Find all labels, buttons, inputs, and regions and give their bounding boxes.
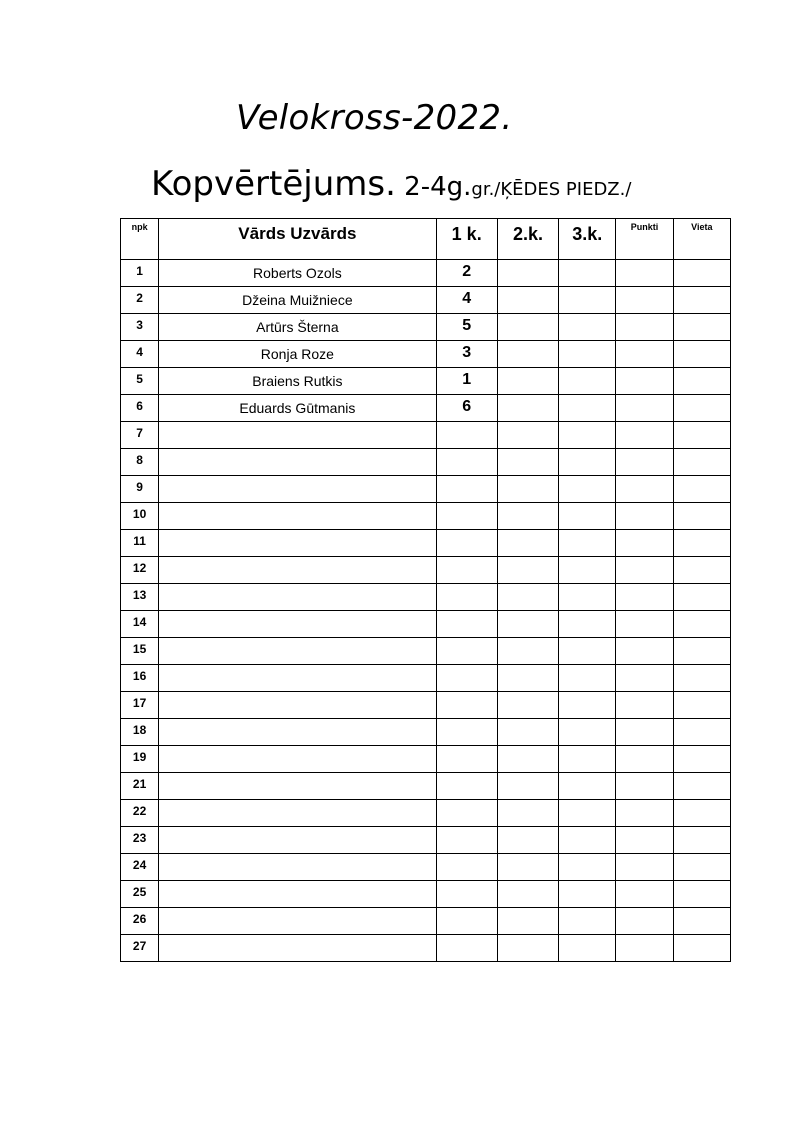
row-round-3	[559, 665, 616, 692]
subtitle-category: gr./ĶĒDES PIEDZ./	[471, 179, 632, 200]
table-row	[121, 908, 731, 935]
row-place	[673, 395, 730, 422]
header-points: Punkti	[616, 219, 673, 260]
row-name	[159, 476, 436, 503]
row-npk: 8	[121, 449, 159, 476]
row-place	[673, 557, 730, 584]
row-name	[159, 611, 436, 638]
row-round-3	[559, 827, 616, 854]
table-row	[121, 773, 731, 800]
row-place	[673, 827, 730, 854]
row-round-3	[559, 719, 616, 746]
row-points	[616, 368, 673, 395]
row-round-3	[559, 314, 616, 341]
row-npk: 15	[121, 638, 159, 665]
row-npk: 25	[121, 881, 159, 908]
row-round-2	[497, 341, 558, 368]
row-place	[673, 287, 730, 314]
row-place	[673, 611, 730, 638]
row-round-1	[436, 854, 497, 881]
row-npk: 9	[121, 476, 159, 503]
row-round-1	[436, 935, 497, 962]
table-row	[121, 287, 731, 314]
header-round-1: 1 k.	[436, 219, 497, 260]
document-subtitle	[151, 164, 631, 204]
row-round-2	[497, 530, 558, 557]
row-round-3	[559, 395, 616, 422]
row-round-1	[436, 449, 497, 476]
row-round-2	[497, 503, 558, 530]
row-round-3	[559, 692, 616, 719]
row-npk: 27	[121, 935, 159, 962]
row-name	[159, 854, 436, 881]
row-round-2	[497, 773, 558, 800]
row-name	[159, 449, 436, 476]
row-round-1: 5	[436, 314, 497, 341]
row-name	[159, 530, 436, 557]
row-round-1: 4	[436, 287, 497, 314]
row-npk: 18	[121, 719, 159, 746]
header-round-2: 2.k.	[497, 219, 558, 260]
row-name: Braiens Rutkis	[159, 368, 436, 395]
row-name: Ronja Roze	[159, 341, 436, 368]
table-header-row	[121, 219, 731, 260]
row-round-1	[436, 908, 497, 935]
row-name	[159, 935, 436, 962]
row-round-1	[436, 773, 497, 800]
row-name	[159, 908, 436, 935]
row-npk: 6	[121, 395, 159, 422]
row-round-2	[497, 800, 558, 827]
row-npk: 26	[121, 908, 159, 935]
row-round-2	[497, 260, 558, 287]
row-npk: 22	[121, 800, 159, 827]
header-npk: npk	[121, 219, 159, 260]
row-points	[616, 422, 673, 449]
subtitle-main: Kopvērtējums.	[151, 164, 396, 204]
table-row	[121, 476, 731, 503]
table-row	[121, 314, 731, 341]
row-place	[673, 935, 730, 962]
document-title: Velokross-2022.	[236, 98, 513, 138]
row-place	[673, 719, 730, 746]
table-row	[121, 449, 731, 476]
subtitle-age-group: 2-4g.	[395, 172, 472, 202]
row-round-2	[497, 314, 558, 341]
row-npk: 24	[121, 854, 159, 881]
row-npk: 17	[121, 692, 159, 719]
row-round-3	[559, 800, 616, 827]
row-npk: 7	[121, 422, 159, 449]
row-points	[616, 557, 673, 584]
header-name: Vārds Uzvārds	[159, 219, 436, 260]
row-place	[673, 503, 730, 530]
row-round-3	[559, 449, 616, 476]
row-round-3	[559, 557, 616, 584]
row-name: Roberts Ozols	[159, 260, 436, 287]
row-place	[673, 854, 730, 881]
row-round-1	[436, 638, 497, 665]
row-name	[159, 773, 436, 800]
row-round-1	[436, 665, 497, 692]
row-round-1	[436, 881, 497, 908]
table-row	[121, 530, 731, 557]
row-points	[616, 692, 673, 719]
row-place	[673, 800, 730, 827]
row-round-2	[497, 935, 558, 962]
table-row	[121, 746, 731, 773]
row-place	[673, 449, 730, 476]
row-points	[616, 935, 673, 962]
row-name: Eduards Gūtmanis	[159, 395, 436, 422]
header-place: Vieta	[673, 219, 730, 260]
row-name	[159, 800, 436, 827]
row-round-2	[497, 665, 558, 692]
table-row	[121, 827, 731, 854]
row-name	[159, 881, 436, 908]
table-row	[121, 665, 731, 692]
row-points	[616, 881, 673, 908]
row-round-3	[559, 368, 616, 395]
row-round-2	[497, 287, 558, 314]
table-row	[121, 881, 731, 908]
row-round-3	[559, 746, 616, 773]
row-round-1	[436, 692, 497, 719]
row-round-2	[497, 719, 558, 746]
row-points	[616, 341, 673, 368]
row-name	[159, 557, 436, 584]
row-place	[673, 476, 730, 503]
row-npk: 19	[121, 746, 159, 773]
row-npk: 1	[121, 260, 159, 287]
row-points	[616, 719, 673, 746]
row-points	[616, 638, 673, 665]
row-round-2	[497, 611, 558, 638]
table-row	[121, 692, 731, 719]
row-place	[673, 260, 730, 287]
row-npk: 16	[121, 665, 159, 692]
row-points	[616, 287, 673, 314]
row-round-2	[497, 854, 558, 881]
row-place	[673, 908, 730, 935]
row-round-1	[436, 530, 497, 557]
row-npk: 23	[121, 827, 159, 854]
row-name	[159, 503, 436, 530]
row-round-2	[497, 476, 558, 503]
row-round-3	[559, 854, 616, 881]
row-points	[616, 476, 673, 503]
table-row	[121, 422, 731, 449]
row-round-1	[436, 476, 497, 503]
table-row	[121, 638, 731, 665]
results-table	[120, 218, 731, 962]
row-place	[673, 638, 730, 665]
row-round-3	[559, 503, 616, 530]
row-place	[673, 314, 730, 341]
row-round-1: 2	[436, 260, 497, 287]
header-round-3: 3.k.	[559, 219, 616, 260]
row-round-2	[497, 557, 558, 584]
row-place	[673, 746, 730, 773]
row-points	[616, 908, 673, 935]
row-name	[159, 692, 436, 719]
row-npk: 11	[121, 530, 159, 557]
row-points	[616, 827, 673, 854]
row-name	[159, 422, 436, 449]
row-npk: 10	[121, 503, 159, 530]
row-name: Artūrs Šterna	[159, 314, 436, 341]
row-round-2	[497, 395, 558, 422]
row-name	[159, 827, 436, 854]
table-row	[121, 260, 731, 287]
row-points	[616, 260, 673, 287]
row-points	[616, 530, 673, 557]
row-points	[616, 773, 673, 800]
row-place	[673, 530, 730, 557]
row-round-3	[559, 260, 616, 287]
table-row	[121, 719, 731, 746]
row-round-3	[559, 422, 616, 449]
row-round-3	[559, 287, 616, 314]
row-name	[159, 638, 436, 665]
row-round-2	[497, 881, 558, 908]
table-row	[121, 368, 731, 395]
row-points	[616, 395, 673, 422]
table-row	[121, 584, 731, 611]
row-npk: 2	[121, 287, 159, 314]
row-round-3	[559, 611, 616, 638]
row-name	[159, 719, 436, 746]
row-place	[673, 773, 730, 800]
row-place	[673, 368, 730, 395]
row-points	[616, 584, 673, 611]
table-row	[121, 611, 731, 638]
row-round-1: 6	[436, 395, 497, 422]
row-npk: 12	[121, 557, 159, 584]
row-round-2	[497, 368, 558, 395]
row-name: Džeina Muižniece	[159, 287, 436, 314]
row-round-2	[497, 422, 558, 449]
row-round-3	[559, 908, 616, 935]
row-round-3	[559, 773, 616, 800]
row-round-2	[497, 746, 558, 773]
row-round-1	[436, 557, 497, 584]
row-points	[616, 800, 673, 827]
row-points	[616, 503, 673, 530]
row-round-1	[436, 611, 497, 638]
table-row	[121, 800, 731, 827]
row-round-3	[559, 584, 616, 611]
row-round-3	[559, 881, 616, 908]
row-points	[616, 314, 673, 341]
row-place	[673, 692, 730, 719]
row-round-3	[559, 341, 616, 368]
table-row	[121, 854, 731, 881]
row-place	[673, 341, 730, 368]
row-round-1	[436, 827, 497, 854]
row-round-3	[559, 530, 616, 557]
row-points	[616, 449, 673, 476]
row-npk: 4	[121, 341, 159, 368]
table-row	[121, 557, 731, 584]
row-round-1	[436, 746, 497, 773]
row-round-2	[497, 827, 558, 854]
row-name	[159, 584, 436, 611]
row-round-1	[436, 422, 497, 449]
table-row	[121, 935, 731, 962]
row-round-2	[497, 449, 558, 476]
row-round-1	[436, 719, 497, 746]
table-row	[121, 503, 731, 530]
row-round-2	[497, 584, 558, 611]
table-row	[121, 341, 731, 368]
row-place	[673, 881, 730, 908]
row-round-1: 3	[436, 341, 497, 368]
row-name	[159, 746, 436, 773]
row-npk: 5	[121, 368, 159, 395]
row-round-1: 1	[436, 368, 497, 395]
row-round-3	[559, 935, 616, 962]
row-points	[616, 611, 673, 638]
row-points	[616, 746, 673, 773]
table-row	[121, 395, 731, 422]
row-round-1	[436, 503, 497, 530]
row-npk: 14	[121, 611, 159, 638]
row-name	[159, 665, 436, 692]
row-round-3	[559, 638, 616, 665]
row-round-2	[497, 638, 558, 665]
row-round-1	[436, 800, 497, 827]
row-round-1	[436, 584, 497, 611]
row-npk: 13	[121, 584, 159, 611]
row-round-2	[497, 692, 558, 719]
row-npk: 21	[121, 773, 159, 800]
row-place	[673, 422, 730, 449]
row-points	[616, 665, 673, 692]
row-points	[616, 854, 673, 881]
row-round-2	[497, 908, 558, 935]
row-place	[673, 665, 730, 692]
row-place	[673, 584, 730, 611]
row-npk: 3	[121, 314, 159, 341]
row-round-3	[559, 476, 616, 503]
